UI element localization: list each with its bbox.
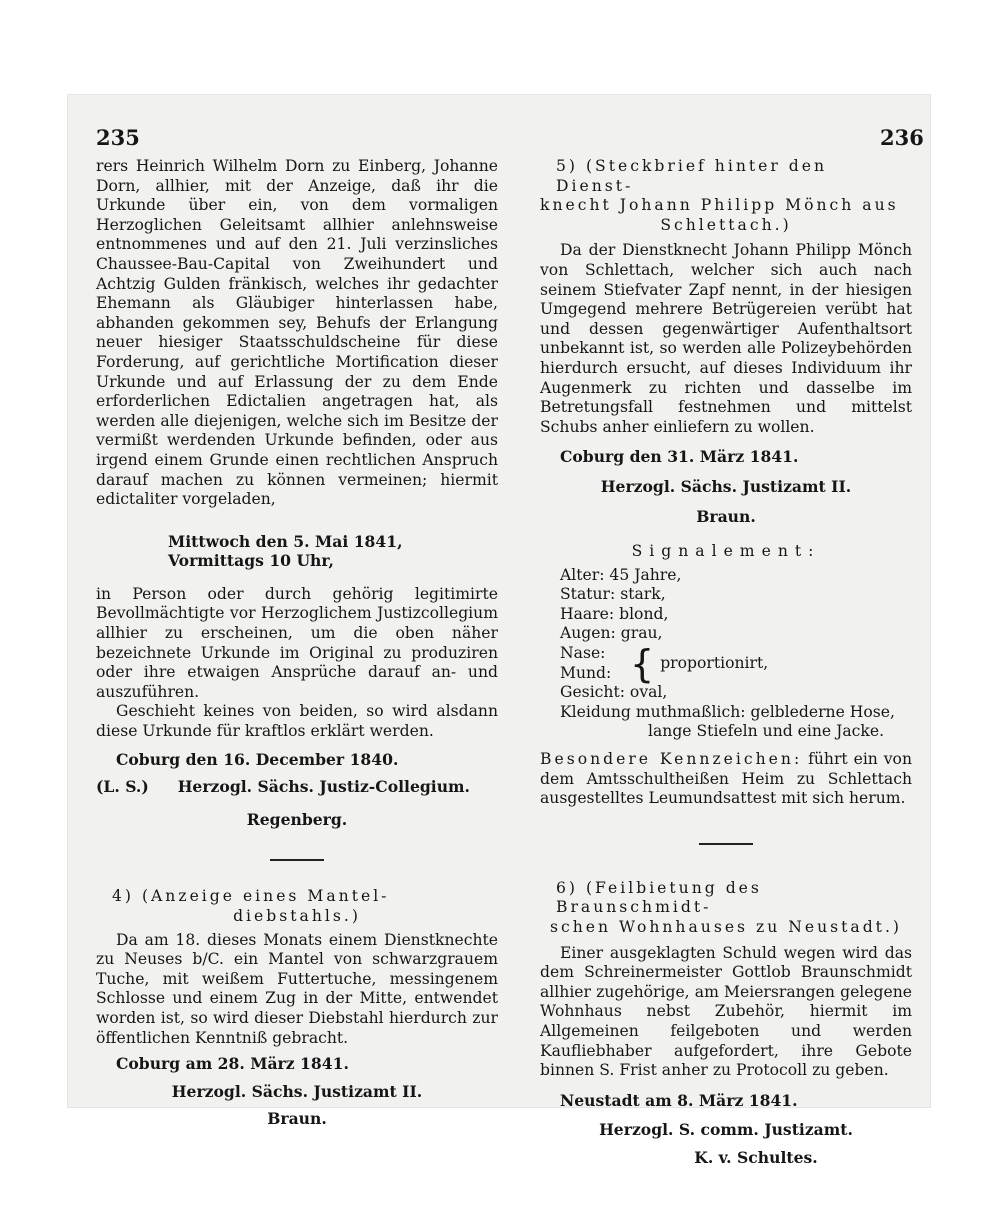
- notice-5-title-line3: Schlettach.): [660, 215, 792, 234]
- special-marks-label: Besondere Kennzeichen:: [540, 750, 803, 769]
- signalement-list: [540, 566, 912, 742]
- special-marks-text: führt ein von dem Amtsschultheißen Heim zu Schlettach ausgestelltes Leumundsattest mit sich herum.: [540, 750, 912, 808]
- section-divider-right: [699, 843, 753, 845]
- page-number-left: 235: [96, 125, 140, 150]
- notice-6-place-date: Neustadt am 8. März 1841.: [560, 1090, 798, 1110]
- notice-5-signature: Braun.: [696, 506, 756, 526]
- notice-6-signature: K. v. Schultes.: [694, 1147, 818, 1167]
- signalement-nase: Nase:: [560, 644, 606, 663]
- signalement-kleidung: [560, 703, 912, 723]
- seal-line: [96, 777, 498, 798]
- kleidung-continuation: lange Stiefeln und eine Jacke.: [648, 722, 885, 741]
- kleidung-value: gelblederne Hose,: [750, 702, 895, 721]
- right-column: [540, 157, 912, 1168]
- signature: Regenberg.: [246, 809, 348, 829]
- notice-4-place-date: Coburg am 28. März 1841.: [116, 1054, 349, 1074]
- notice-6-title-line2: schen Wohnhauses zu Neustadt.): [549, 918, 902, 936]
- signalement-proportionirt: proportionirt,: [660, 653, 769, 672]
- kleidung-label: Kleidung muthmaßlich:: [560, 702, 746, 721]
- issuing-authority: Herzogl. Sächs. Justiz-Collegium.: [177, 777, 470, 797]
- notice-5-body: Da der Dienstknecht Johann Philipp Mönch von Schlettach, welcher sich auch nach seinem Stiefvater Zapf nennt, in der hiesigen Umgegend mehrere Betrügereien verübt hat und dessen gegenwärtiger Aufenthaltsort unbekannt ist, so werden alle Polizeybehörden hierdurch ersucht, auf dieses Individuum ihr Augenmerk zu richten und dasselbe im Betretungsfall festnehmen und mittelst Schubs anher einliefern zu wollen.: [540, 241, 912, 436]
- special-marks: [540, 750, 912, 809]
- notice-4-signature: Braun.: [267, 1109, 327, 1129]
- signalement-augen: Augen: grau,: [560, 624, 663, 643]
- notice-4-authority: Herzogl. Sächs. Justizamt II.: [171, 1081, 423, 1101]
- warning-text: Geschieht keines von beiden, so wird alsdann diese Urkunde für kraftlos erklärt werden.: [96, 702, 498, 741]
- notice-5-title-line1: 5) (Steckbrief hinter den Dienst-: [556, 157, 828, 195]
- summons-text: in Person oder durch gehörig legitimirte Bevollmächtigte vor Herzoglichem Justizcollegium allhier zu erscheinen, um die oben näher bezeichnete Urkunde im Original zu produziren oder ihre etwaigen Ansprüche darauf an- und auszuführen.: [96, 584, 498, 701]
- hearing-date: Mittwoch den 5. Mai 1841,: [168, 531, 403, 551]
- notice-6-body: Einer ausgeklagten Schuld wegen wird das dem Schreinermeister Gottlob Braunschmidt allhier zugehörige, am Meiersrangen gelegene Wohnhaus nebst Zubehör, hiermit im Allgemeinen feilgeboten und werden Kaufliebhaber aufgefordert, ihre Gebote binnen S. Frist anher zu Protocoll zu geben.: [540, 943, 912, 1080]
- signalement-heading: Signalement:: [631, 542, 821, 561]
- scanned-page-spread: [68, 95, 930, 1167]
- notice-4-title-line1: 4) (Anzeige eines Mantel-: [112, 887, 390, 906]
- place-date: Coburg den 16. December 1840.: [116, 749, 399, 769]
- curly-brace-glyph: {: [630, 641, 655, 686]
- notice-5-title-line2: knecht Johann Philipp Mönch aus: [540, 196, 899, 215]
- notice-6-authority: Herzogl. S. comm. Justizamt.: [599, 1120, 853, 1140]
- notice-5-place-date: Coburg den 31. März 1841.: [560, 447, 799, 467]
- signalement-brace-group: [560, 641, 912, 686]
- hearing-time: Vormittags 10 Uhr,: [168, 551, 334, 571]
- signalement-haare: Haare: blond,: [560, 604, 669, 623]
- signalement-gesicht: Gesicht: oval,: [560, 683, 668, 702]
- left-column: [96, 157, 498, 1129]
- section-divider: [270, 859, 324, 861]
- continued-notice-text: rers Heinrich Wilhelm Dorn zu Einberg, Johanne Dorn, allhier, mit der Anzeige, daß ihr die Urkunde über ein, von dem vormaligen Herzoglichen Geleitsamt allhier anlehnsweise entnommenes und auf den 21. Juli verzinsliches Chaussee-Bau-Capital von Zweihundert und Achtzig Gulden fränkisch, welches ihr gedachter Ehemann als Gläubiger hinterlassen habe, abhanden gekommen sey, Behufs der Erlangung neuer hiesiger Staatsschuldscheine für diese Forderung, auf gerichtliche Mortification dieser Urkunde und auf Erlassung der zu dem Ende erforderlichen Edictalien angetragen hat, als werden alle diejenigen, welche sich im Besitze der vermißt werdenden Urkunde befinden, oder aus irgend einem Grunde einen rechtlichen Anspruch darauf machen zu können vermeinen; hiermit edictaliter vorgeladen,: [96, 157, 498, 509]
- seal-mark: (L. S.): [96, 777, 149, 797]
- signalement-alter: Alter: 45 Jahre,: [560, 565, 682, 584]
- signalement-mund: Mund:: [560, 663, 612, 682]
- notice-6-title-line1: 6) (Feilbietung des Braunschmidt-: [556, 878, 762, 917]
- notice-4-title-line2: diebstahls.): [233, 907, 361, 925]
- page-number-right: 236: [880, 125, 924, 150]
- notice-4-body: Da am 18. dieses Monats einem Dienstknechte zu Neuses b/C. ein Mantel von schwarzgrauem Tuche, mit weißem Futtertuche, messingenem Schlosse und einem Zug in der Mitte, entwendet worden ist, so wird dieser Diebstahl hierdurch zur öffentlichen Kenntniß gebracht.: [96, 930, 498, 1047]
- notice-5-authority: Herzogl. Sächs. Justizamt II.: [600, 476, 852, 496]
- signalement-statur: Statur: stark,: [560, 585, 666, 604]
